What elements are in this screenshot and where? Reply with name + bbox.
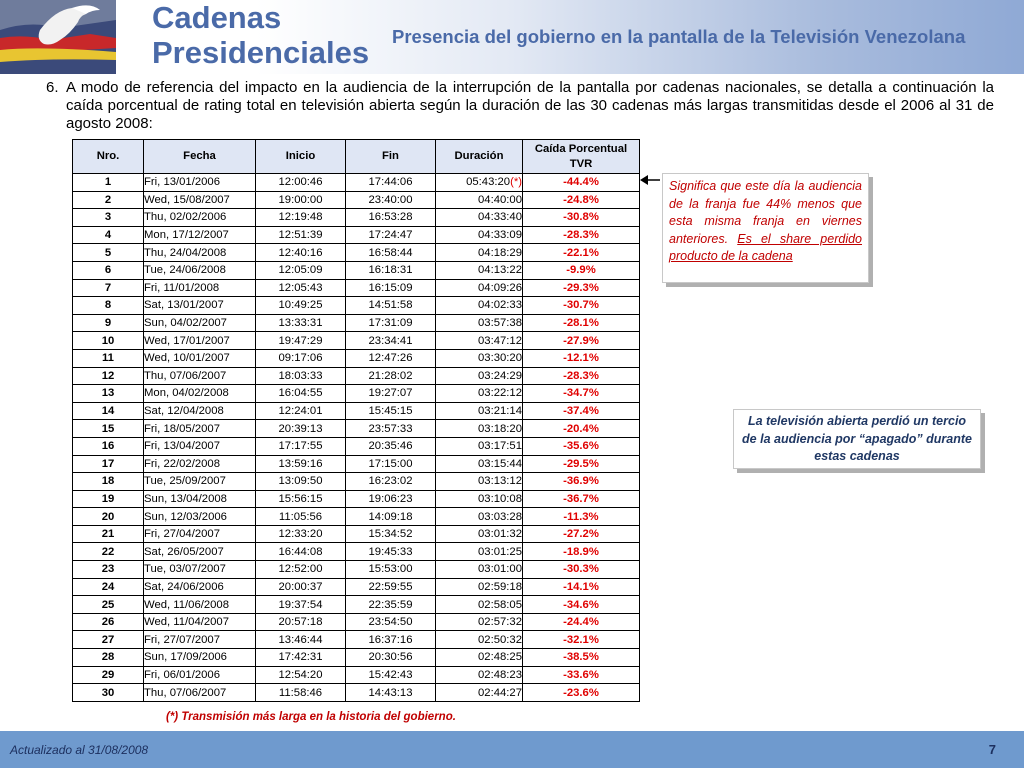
cell-duracion-value: 03:15:44 <box>478 457 522 470</box>
table-row <box>73 508 640 526</box>
cell-duracion-value: 03:03:28 <box>478 510 522 523</box>
cell-fecha: Thu, 07/06/2007 <box>144 367 256 385</box>
cell-duracion <box>436 578 523 596</box>
table-row <box>73 420 640 438</box>
cell-inicio: 19:37:54 <box>256 596 346 614</box>
cell-duracion <box>436 596 523 614</box>
callout-share-underlined: Es el share perdido producto de la cadena <box>669 231 862 263</box>
cell-inicio: 12:33:20 <box>256 525 346 543</box>
cell-inicio: 20:39:13 <box>256 420 346 438</box>
cell-duracion-value: 04:09:26 <box>478 281 522 294</box>
cell-fin: 16:23:02 <box>346 473 436 491</box>
cell-inicio: 18:03:33 <box>256 367 346 385</box>
cell-fin: 14:51:58 <box>346 297 436 315</box>
cell-caida: -29.3% <box>523 279 640 297</box>
cell-duracion <box>436 226 523 244</box>
cell-duracion-value: 04:18:29 <box>478 246 522 259</box>
cell-nro: 17 <box>73 455 144 473</box>
cell-nro: 19 <box>73 490 144 508</box>
cell-duracion <box>436 349 523 367</box>
cell-nro: 12 <box>73 367 144 385</box>
slide-footer <box>0 731 1024 768</box>
cell-caida: -24.8% <box>523 191 640 209</box>
cell-duracion <box>436 261 523 279</box>
table-row <box>73 209 640 227</box>
header-inicio: Inicio <box>256 140 346 174</box>
cell-fecha: Tue, 03/07/2007 <box>144 561 256 579</box>
cell-inicio: 12:24:01 <box>256 402 346 420</box>
cell-duracion <box>436 666 523 684</box>
cell-duracion <box>436 279 523 297</box>
cell-fecha: Fri, 22/02/2008 <box>144 455 256 473</box>
cell-duracion-value: 02:59:18 <box>478 580 522 593</box>
logo-image <box>0 0 116 74</box>
cell-fecha: Wed, 17/01/2007 <box>144 332 256 350</box>
cell-duracion-value: 03:10:08 <box>478 492 522 505</box>
cell-caida: -12.1% <box>523 349 640 367</box>
cell-duracion <box>436 420 523 438</box>
cell-duracion <box>436 367 523 385</box>
cell-caida: -9.9% <box>523 261 640 279</box>
cell-caida: -33.6% <box>523 666 640 684</box>
cell-duracion <box>436 490 523 508</box>
table-row <box>73 490 640 508</box>
cell-duracion-value: 03:18:20 <box>478 422 522 435</box>
cell-caida: -34.6% <box>523 596 640 614</box>
cell-fecha: Thu, 07/06/2007 <box>144 684 256 702</box>
cell-fin: 23:34:41 <box>346 332 436 350</box>
header-fecha: Fecha <box>144 140 256 174</box>
cell-fin: 12:47:26 <box>346 349 436 367</box>
cell-caida: -28.3% <box>523 226 640 244</box>
cell-fin: 15:45:15 <box>346 402 436 420</box>
cell-duracion <box>436 402 523 420</box>
cell-fecha: Fri, 11/01/2008 <box>144 279 256 297</box>
table-row <box>73 578 640 596</box>
cell-fecha: Tue, 25/09/2007 <box>144 473 256 491</box>
cell-duracion <box>436 473 523 491</box>
intro-paragraph <box>46 79 994 133</box>
cell-inicio: 10:49:25 <box>256 297 346 315</box>
cell-caida: -32.1% <box>523 631 640 649</box>
cell-fin: 20:35:46 <box>346 437 436 455</box>
table-row <box>73 596 640 614</box>
cell-duracion <box>436 385 523 403</box>
cell-fecha: Sun, 17/09/2006 <box>144 649 256 667</box>
cell-duracion-value: 02:48:23 <box>478 668 522 681</box>
cell-nro: 4 <box>73 226 144 244</box>
cell-caida: -35.6% <box>523 437 640 455</box>
cell-caida: -44.4% <box>523 174 640 192</box>
table-row <box>73 613 640 631</box>
cell-inicio: 13:33:31 <box>256 314 346 332</box>
cell-nro: 21 <box>73 525 144 543</box>
page-title: Cadenas Presidenciales <box>152 0 370 70</box>
cell-inicio: 17:17:55 <box>256 437 346 455</box>
cell-fin: 23:54:50 <box>346 613 436 631</box>
cell-caida: -24.4% <box>523 613 640 631</box>
cell-inicio: 12:19:48 <box>256 209 346 227</box>
cell-duracion-value: 03:13:12 <box>478 475 522 488</box>
cell-inicio: 09:17:06 <box>256 349 346 367</box>
page-subtitle: Presencia del gobierno en la pantalla de la Televisión Venezolana <box>392 26 966 47</box>
header-nro: Nro. <box>73 140 144 174</box>
table-row <box>73 385 640 403</box>
cell-nro: 14 <box>73 402 144 420</box>
cell-duracion <box>436 314 523 332</box>
cell-fecha: Fri, 27/04/2007 <box>144 525 256 543</box>
cell-fin: 22:35:59 <box>346 596 436 614</box>
cell-duracion <box>436 174 523 192</box>
cell-duracion-value: 03:01:32 <box>478 528 522 541</box>
cell-fin: 19:06:23 <box>346 490 436 508</box>
table-row <box>73 631 640 649</box>
cell-inicio: 12:05:43 <box>256 279 346 297</box>
cell-duracion-value: 03:22:12 <box>478 387 522 400</box>
cell-caida: -29.5% <box>523 455 640 473</box>
cell-fecha: Sat, 12/04/2008 <box>144 402 256 420</box>
cell-inicio: 16:04:55 <box>256 385 346 403</box>
cell-duracion-value: 02:48:25 <box>478 651 522 664</box>
slide-header <box>0 0 1024 74</box>
table-body <box>73 174 640 702</box>
cell-duracion <box>436 543 523 561</box>
cell-duracion-value: 03:47:12 <box>478 334 522 347</box>
cell-inicio: 13:59:16 <box>256 455 346 473</box>
cell-duracion-value: 03:24:29 <box>478 369 522 382</box>
cell-inicio: 12:51:39 <box>256 226 346 244</box>
cell-fecha: Sun, 12/03/2006 <box>144 508 256 526</box>
cell-duracion <box>436 191 523 209</box>
cell-fin: 23:40:00 <box>346 191 436 209</box>
cell-duracion <box>436 332 523 350</box>
cell-duracion-value: 02:58:05 <box>478 598 522 611</box>
callout-share-text: Significa que este día la audiencia de la franja fue 44% menos que esta misma franja en viernes anteriores. <box>669 179 862 246</box>
cell-duracion <box>436 437 523 455</box>
cell-nro: 5 <box>73 244 144 262</box>
cell-nro: 3 <box>73 209 144 227</box>
cell-fecha: Thu, 24/04/2008 <box>144 244 256 262</box>
cell-inicio: 12:52:00 <box>256 561 346 579</box>
cell-fin: 16:15:09 <box>346 279 436 297</box>
cell-caida: -14.1% <box>523 578 640 596</box>
cell-duracion <box>436 631 523 649</box>
table-row <box>73 525 640 543</box>
cell-inicio: 13:46:44 <box>256 631 346 649</box>
cell-fecha: Tue, 24/06/2008 <box>144 261 256 279</box>
cell-fecha: Wed, 10/01/2007 <box>144 349 256 367</box>
cell-inicio: 19:00:00 <box>256 191 346 209</box>
callout-share-note <box>662 173 869 283</box>
cell-duracion <box>436 561 523 579</box>
cell-fin: 16:18:31 <box>346 261 436 279</box>
table-row <box>73 226 640 244</box>
cell-inicio: 13:09:50 <box>256 473 346 491</box>
cell-duracion-value: 04:33:09 <box>478 229 522 242</box>
cell-fin: 15:53:00 <box>346 561 436 579</box>
cell-fin: 17:24:47 <box>346 226 436 244</box>
cell-nro: 30 <box>73 684 144 702</box>
cell-duracion-value: 02:50:32 <box>478 633 522 646</box>
cell-nro: 23 <box>73 561 144 579</box>
callout-audience-note <box>733 409 981 469</box>
cell-nro: 9 <box>73 314 144 332</box>
cell-fin: 16:53:28 <box>346 209 436 227</box>
table-row <box>73 261 640 279</box>
cell-nro: 28 <box>73 649 144 667</box>
cell-nro: 13 <box>73 385 144 403</box>
cell-duracion <box>436 649 523 667</box>
cell-duracion <box>436 508 523 526</box>
cell-nro: 8 <box>73 297 144 315</box>
cell-nro: 1 <box>73 174 144 192</box>
cell-duracion <box>436 684 523 702</box>
cell-duracion-value: 03:57:38 <box>478 317 522 330</box>
cell-fecha: Fri, 13/01/2006 <box>144 174 256 192</box>
table-row <box>73 174 640 192</box>
cell-fin: 17:15:00 <box>346 455 436 473</box>
cell-fecha: Fri, 18/05/2007 <box>144 420 256 438</box>
cell-fecha: Mon, 17/12/2007 <box>144 226 256 244</box>
paragraph-number: 6. <box>46 79 59 96</box>
table-row <box>73 244 640 262</box>
page-number: 7 <box>988 742 996 757</box>
cell-nro: 29 <box>73 666 144 684</box>
cell-fin: 17:44:06 <box>346 174 436 192</box>
cadenas-table <box>72 139 640 702</box>
cell-nro: 24 <box>73 578 144 596</box>
cell-duracion-value: 04:02:33 <box>478 299 522 312</box>
cell-duracion-value: 04:33:40 <box>478 211 522 224</box>
cell-inicio: 15:56:15 <box>256 490 346 508</box>
cell-duracion <box>436 525 523 543</box>
cell-duracion <box>436 455 523 473</box>
cell-fin: 20:30:56 <box>346 649 436 667</box>
cell-caida: -38.5% <box>523 649 640 667</box>
cell-caida: -18.9% <box>523 543 640 561</box>
cell-caida: -30.7% <box>523 297 640 315</box>
cell-duracion <box>436 613 523 631</box>
cell-nro: 15 <box>73 420 144 438</box>
cell-inicio: 12:40:16 <box>256 244 346 262</box>
cell-nro: 18 <box>73 473 144 491</box>
cell-fecha: Sat, 24/06/2006 <box>144 578 256 596</box>
cell-duracion <box>436 297 523 315</box>
table-row <box>73 332 640 350</box>
cell-duracion-value: 04:13:22 <box>478 264 522 277</box>
cell-fecha: Fri, 06/01/2006 <box>144 666 256 684</box>
cell-caida: -30.3% <box>523 561 640 579</box>
cell-fin: 21:28:02 <box>346 367 436 385</box>
cell-duracion <box>436 244 523 262</box>
cell-nro: 25 <box>73 596 144 614</box>
cell-fin: 17:31:09 <box>346 314 436 332</box>
arrow-left-icon <box>640 172 660 188</box>
callout-audience-text: La televisión abierta perdió un tercio de la audiencia por “apagado” durante estas cadenas <box>742 414 972 463</box>
cell-caida: -36.7% <box>523 490 640 508</box>
cell-inicio: 12:00:46 <box>256 174 346 192</box>
table-row <box>73 279 640 297</box>
cell-fecha: Thu, 02/02/2006 <box>144 209 256 227</box>
cell-inicio: 20:00:37 <box>256 578 346 596</box>
cell-nro: 7 <box>73 279 144 297</box>
cell-caida: -30.8% <box>523 209 640 227</box>
cell-nro: 27 <box>73 631 144 649</box>
cell-caida: -34.7% <box>523 385 640 403</box>
table-row <box>73 543 640 561</box>
cell-fin: 14:43:13 <box>346 684 436 702</box>
cell-inicio: 16:44:08 <box>256 543 346 561</box>
footnote: (*) Transmisión más larga en la historia del gobierno. <box>166 711 456 723</box>
cell-fin: 14:09:18 <box>346 508 436 526</box>
table-row <box>73 349 640 367</box>
table-row <box>73 437 640 455</box>
cell-caida: -11.3% <box>523 508 640 526</box>
table-row <box>73 367 640 385</box>
cell-fin: 16:37:16 <box>346 631 436 649</box>
cell-fin: 23:57:33 <box>346 420 436 438</box>
cell-inicio: 17:42:31 <box>256 649 346 667</box>
table-row <box>73 666 640 684</box>
cell-duracion-value: 03:01:25 <box>478 545 522 558</box>
cell-fecha: Sun, 13/04/2008 <box>144 490 256 508</box>
cell-nro: 6 <box>73 261 144 279</box>
cell-caida: -22.1% <box>523 244 640 262</box>
cell-inicio: 12:05:09 <box>256 261 346 279</box>
table-row <box>73 191 640 209</box>
cell-inicio: 20:57:18 <box>256 613 346 631</box>
cell-fecha: Fri, 13/04/2007 <box>144 437 256 455</box>
table-row <box>73 473 640 491</box>
cell-fin: 19:27:07 <box>346 385 436 403</box>
cell-fecha: Sat, 26/05/2007 <box>144 543 256 561</box>
cell-caida: -37.4% <box>523 402 640 420</box>
cell-fecha: Wed, 15/08/2007 <box>144 191 256 209</box>
header-caida: Caída Porcentual TVR <box>523 140 640 174</box>
cell-duracion-value: 03:21:14 <box>478 405 522 418</box>
cell-fecha: Wed, 11/04/2007 <box>144 613 256 631</box>
table-row <box>73 649 640 667</box>
cell-inicio: 19:47:29 <box>256 332 346 350</box>
table-row <box>73 455 640 473</box>
cell-duracion-value: 03:17:51 <box>478 440 522 453</box>
cell-duracion <box>436 209 523 227</box>
cell-inicio: 11:58:46 <box>256 684 346 702</box>
table-row <box>73 402 640 420</box>
cell-caida: -23.6% <box>523 684 640 702</box>
cell-fin: 15:34:52 <box>346 525 436 543</box>
cell-nro: 20 <box>73 508 144 526</box>
cell-duracion-value: 03:01:00 <box>478 563 522 576</box>
cell-duracion-value: 03:30:20 <box>478 352 522 365</box>
cell-inicio: 12:54:20 <box>256 666 346 684</box>
cell-nro: 11 <box>73 349 144 367</box>
footer-updated: Actualizado al 31/08/2008 <box>10 743 149 757</box>
table-row <box>73 684 640 702</box>
cell-caida: -27.2% <box>523 525 640 543</box>
cell-fin: 19:45:33 <box>346 543 436 561</box>
header-fin: Fin <box>346 140 436 174</box>
table-row <box>73 314 640 332</box>
cell-fecha: Sat, 13/01/2007 <box>144 297 256 315</box>
cell-nro: 26 <box>73 613 144 631</box>
header-duracion: Duración <box>436 140 523 174</box>
paragraph-text: A modo de referencia del impacto en la audiencia de la interrupción de la pantalla por cadenas nacionales, se detalla a continuación la caída porcentual de rating total en televisión abierta según la duración de las 30 cadenas más largas transmitidas desde el 2006 al 31 de agosto 2008: <box>66 79 994 132</box>
cell-fecha: Mon, 04/02/2008 <box>144 385 256 403</box>
cell-caida: -36.9% <box>523 473 640 491</box>
cell-fecha: Fri, 27/07/2007 <box>144 631 256 649</box>
cell-nro: 2 <box>73 191 144 209</box>
cell-fin: 16:58:44 <box>346 244 436 262</box>
cell-fin: 22:59:55 <box>346 578 436 596</box>
cell-caida: -28.1% <box>523 314 640 332</box>
table-header-row <box>73 140 640 174</box>
cell-duracion-value: 04:40:00 <box>478 193 522 206</box>
horse-logo-icon <box>0 0 116 74</box>
cell-nro: 10 <box>73 332 144 350</box>
cell-inicio: 11:05:56 <box>256 508 346 526</box>
table-row <box>73 561 640 579</box>
cell-nro: 16 <box>73 437 144 455</box>
cell-duracion-value: 02:44:27 <box>478 686 522 699</box>
cell-fecha: Wed, 11/06/2008 <box>144 596 256 614</box>
cell-caida: -28.3% <box>523 367 640 385</box>
cell-duracion-mark: (*) <box>510 176 522 189</box>
cell-duracion-value: 05:43:20 <box>466 176 511 189</box>
cell-fin: 15:42:43 <box>346 666 436 684</box>
cell-fecha: Sun, 04/02/2007 <box>144 314 256 332</box>
cell-caida: -20.4% <box>523 420 640 438</box>
cell-caida: -27.9% <box>523 332 640 350</box>
cell-nro: 22 <box>73 543 144 561</box>
table-row <box>73 297 640 315</box>
cell-duracion-value: 02:57:32 <box>478 616 522 629</box>
